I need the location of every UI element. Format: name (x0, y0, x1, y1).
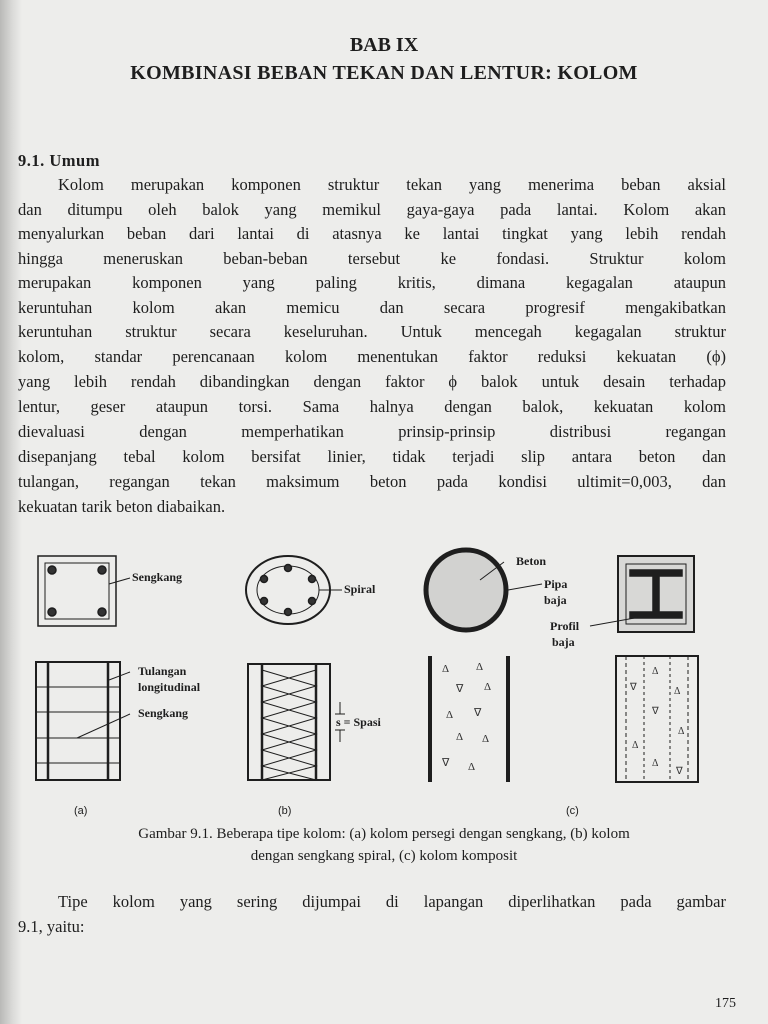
figure-column-types (22, 544, 742, 828)
figure-caption-line: dengan sengkang spiral, (c) kolom komposit (250, 848, 518, 864)
label-pipa: Pipa (544, 577, 568, 591)
paragraph-line: dan ditumpu oleh balok yang memikul gaya-gaya pada lantai. Kolom akan (18, 200, 726, 219)
paragraph-line: Kolom merupakan komponen struktur tekan yang menerima beban aksial (58, 175, 726, 194)
section-heading: 9.1. Umum (18, 151, 100, 170)
label-spasi: s = Spasi (336, 715, 381, 729)
svg-text:Δ: Δ (674, 686, 681, 697)
svg-text:Δ: Δ (442, 663, 450, 675)
label-beton: Beton (516, 554, 546, 568)
svg-text:∇: ∇ (676, 766, 683, 777)
paragraph-line: yang lebih rendah dibandingkan dengan faktor ϕ balok untuk desain terhadap (18, 372, 726, 391)
svg-text:Δ: Δ (482, 733, 490, 745)
paragraph-line: dievaluasi dengan memperhatikan prinsip-prinsip distribusi regangan (18, 422, 726, 441)
leader-line (508, 584, 542, 590)
svg-text:∇: ∇ (652, 706, 659, 717)
svg-text:Δ: Δ (484, 681, 492, 693)
paragraph-line: lentur, geser ataupun torsi. Sama halnya dengan balok, kekuatan kolom (18, 397, 726, 416)
chapter-title: KOMBINASI BEBAN TEKAN DAN LENTUR: KOLOM (130, 62, 638, 84)
svg-text:Δ: Δ (652, 666, 659, 677)
label-baja-profil: baja (552, 635, 575, 649)
pipe-composite-elevation (430, 656, 508, 782)
label-profil: Profil (550, 619, 580, 633)
chapter-number: BAB IX (349, 34, 419, 56)
label-longitudinal: longitudinal (138, 680, 201, 694)
svg-text:Δ: Δ (446, 709, 454, 721)
svg-text:Δ: Δ (456, 731, 464, 743)
svg-text:∇: ∇ (474, 707, 482, 719)
paragraph-line: merupakan komponen yang paling kritis, dimana kegagalan ataupun (18, 273, 726, 292)
svg-text:Δ: Δ (476, 661, 484, 673)
label-sengkang: Sengkang (132, 570, 183, 584)
paragraph-line: menyalurkan beban dari lantai di atasnya ke lantai tingkat yang lebih rendah (18, 224, 726, 243)
svg-text:Δ: Δ (632, 740, 639, 751)
page-number: 175 (715, 996, 736, 1011)
paragraph-line: kolom, standar perencanaan kolom menentukan faktor reduksi kekuatan (ϕ) (18, 347, 726, 366)
paragraph-line: keruntuhan struktur secara keseluruhan. Untuk mencegah kegagalan struktur (18, 322, 726, 341)
paragraph-line: kekuatan tarik beton diabaikan. (18, 497, 226, 516)
svg-text:Δ: Δ (652, 758, 659, 769)
leader-line (77, 714, 130, 738)
square-column-section (38, 556, 116, 626)
encased-steel-section (618, 556, 694, 632)
svg-text:Δ: Δ (678, 726, 685, 737)
label-part-a: (a) (74, 805, 88, 817)
paragraph-line: disepanjang tebal kolom bersifat linier, tidak terjadi slip antara beton dan (18, 447, 726, 466)
closing-line: Tipe kolom yang sering dijumpai di lapangan diperlihatkan pada gambar (58, 892, 726, 911)
label-baja-pipa: baja (544, 593, 567, 607)
leader-line (109, 578, 130, 584)
label-sengkang-2: Sengkang (138, 706, 189, 720)
spiral-column-section (246, 556, 330, 624)
figure-caption-line: Gambar 9.1. Beberapa tipe kolom: (a) kolom persegi dengan sengkang, (b) kolom (138, 826, 630, 842)
svg-text:∇: ∇ (442, 757, 450, 769)
paragraph-line: tulangan, regangan tekan maksimum beton pada kondisi ultimit=0,003, dan (18, 472, 726, 491)
label-part-b: (b) (278, 805, 292, 817)
paragraph-line: keruntuhan kolom akan memicu dan secara progresif mengakibatkan (18, 298, 726, 317)
label-part-c: (c) (566, 805, 579, 817)
label-tulangan: Tulangan (138, 664, 187, 678)
svg-text:∇: ∇ (630, 682, 637, 693)
encased-steel-elevation (616, 656, 698, 782)
svg-text:∇: ∇ (456, 683, 464, 695)
spiral-column-elevation (248, 664, 330, 780)
square-column-elevation (36, 662, 120, 780)
closing-line: 9.1, yaitu: (18, 917, 85, 936)
pipe-composite-section (426, 550, 506, 630)
label-spiral: Spiral (344, 582, 376, 596)
paragraph-line: hingga meneruskan beban-beban tersebut ke fondasi. Struktur kolom (18, 249, 726, 268)
svg-text:Δ: Δ (468, 761, 476, 773)
